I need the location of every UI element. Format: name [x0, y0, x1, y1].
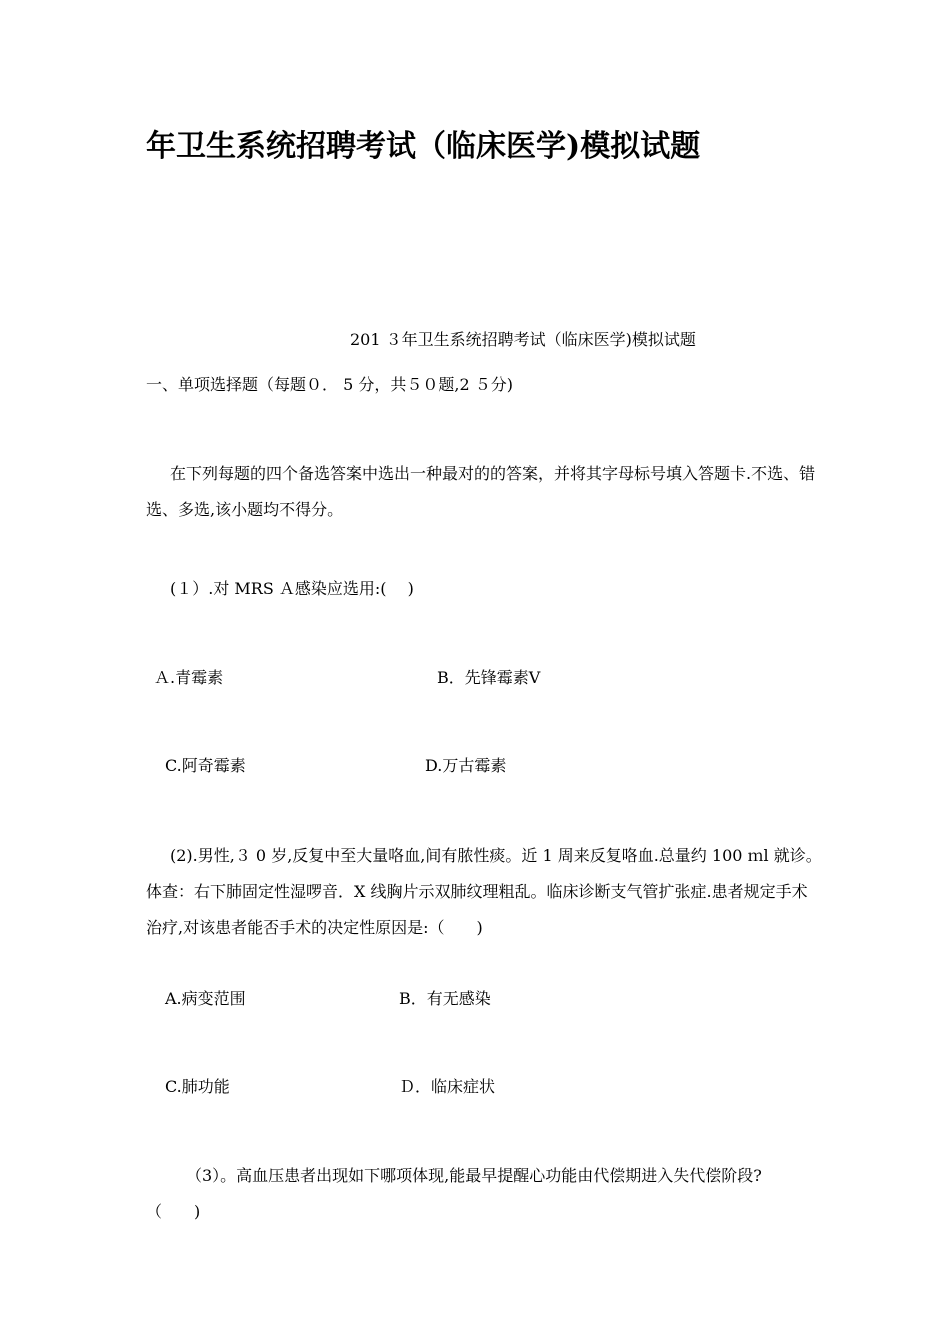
question-2-option-a: A.病变范围: [165, 989, 246, 1008]
question-1-option-d: D.万古霉素: [425, 756, 507, 775]
section-heading: 一、单项选择题（每题０． 5 分，共５０题,2 ５分): [146, 375, 513, 394]
question-1-option-a: Ａ.青霉素: [154, 668, 224, 687]
question-1-option-c: C.阿奇霉素: [165, 756, 246, 775]
question-2-option-c: C.肺功能: [165, 1077, 230, 1096]
question-3-stem: （3）。高血压患者出现如下哪项体现,能最早提醒心功能由代偿期进入失代偿阶段? （ ): [146, 1166, 778, 1221]
question-1-stem: (１）.对 MRS Ａ感染应选用:( ): [170, 579, 414, 598]
question-2-stem: (2).男性,３ 0 岁,反复中至大量咯血,间有脓性痰。近 1 周来反复咯血.总量约 100 ｍl 就诊。体查：右下肺固定性湿啰音．X 线胸片示双肺纹理粗乱。临床诊断支气管扩张症.患者规定手术治疗,对该患者能否手术的决定性原因是:（ ): [146, 846, 822, 937]
document-heading: 年卫生系统招聘考试（临床医学)模拟试题: [146, 129, 701, 164]
question-2-option-d: Ｄ．临床症状: [399, 1077, 496, 1096]
instruction-paragraph: 在下列每题的四个备选答案中选出一种最对的的答案，并将其字母标号填入答题卡.不选、错选、多选,该小题均不得分。: [146, 464, 816, 519]
question-2-option-b: B．有无感染: [399, 989, 491, 1008]
document-subtitle: 201 ３年卫生系统招聘考试（临床医学)模拟试题: [350, 330, 696, 349]
question-1-option-b: B．先锋霉素Ⅴ: [437, 668, 541, 687]
